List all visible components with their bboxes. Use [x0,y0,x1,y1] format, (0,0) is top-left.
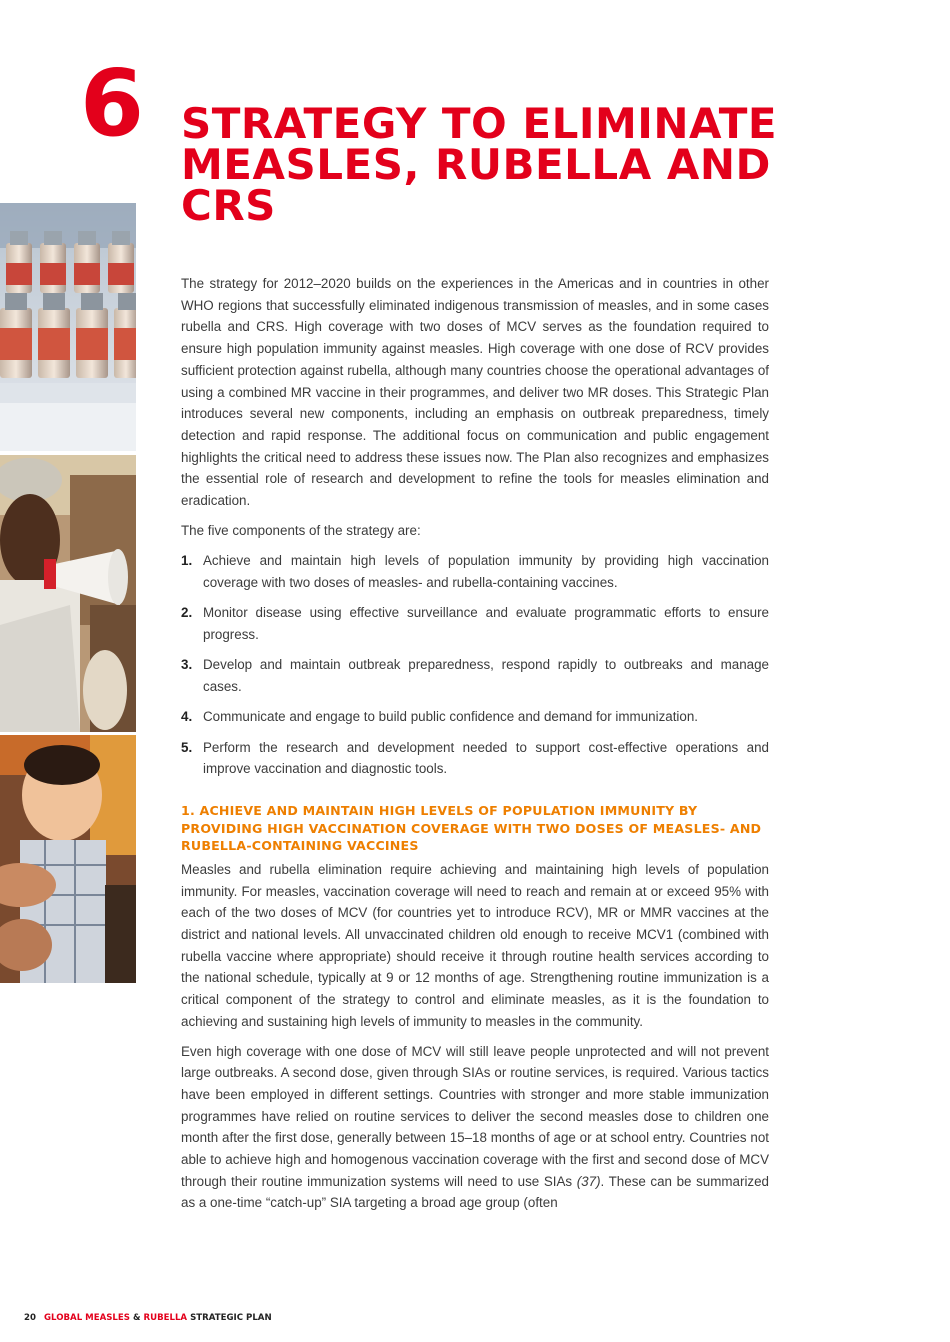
strategy-components-list [181,550,769,780]
list-item-text: Achieve and maintain high levels of population immunity by providing high vaccination coverage with two doses of measles- and rubella-containing vaccines. [203,553,769,591]
list-lead: The five components of the strategy are: [181,522,421,538]
section-heading: 1. ACHIEVE AND MAINTAIN HIGH LEVELS OF POPULATION IMMUNITY BY PROVIDING HIGH VACCINATION COVERAGE WITH TWO DOSES OF MEASLES- AND RUBELLA-CONTAINING VACCINES [181,803,762,854]
chapter-title: STRATEGY TO ELIMINATE MEASLES, RUBELLA AND CRS [181,99,778,230]
section-paragraph-1: Measles and rubella elimination require achieving and maintaining high levels of population immunity. For measles, vaccination coverage will need to reach and remain at or exceed 95% with each of the two doses of MCV (for countries yet to introduce RCV), MR or MMR vaccines at the district and national levels. All unvaccinated children old enough to receive MCV1 (combined with rubella vaccine where appropriate) should receive it through routine health services according to the national schedule, typically at 9 or 12 months of age. Strengthening routine immunization is a critical component of the strategy to control and eliminate measles, as it is the foundation to achieving and sustaining high levels of immunity to measles in the community. [181,861,769,1029]
list-item [181,550,769,593]
page-footer [24,1313,272,1323]
list-item-number: 2. [181,605,193,621]
section-paragraph-2 [181,1041,769,1215]
page-number: 20 [24,1313,36,1323]
footer-title-rubella: RUBELLA [143,1313,188,1323]
footer-ampersand: & [132,1313,141,1323]
list-item-number: 5. [181,739,193,755]
list-item-number: 3. [181,657,193,673]
intro-paragraph: The strategy for 2012–2020 builds on the experiences in the Americas and in countries in other WHO regions that successfully eliminated indigenous transmission of measles, and in some cases rubella and CRS. High coverage with two doses of MCV serves as the foundation required to ensure high population immunity against measles. High coverage with one dose of RCV provides sufficient protection against rubella, although many countries choose the operational advantages of using a combined MR vaccine in their programmes, and deliver two MR doses. This Strategic Plan introduces several new components, including an emphasis on outbreak preparedness, timely detection and rapid response. The additional focus on communication and public engagement highlights the critical need to address these issues now. The Plan also recognizes and emphasizes the essential role of research and development to refine the tools for measles elimination and eradication. [181,276,769,509]
main-text-column [181,273,769,1222]
list-item [181,654,769,697]
paragraph-text-end: . These can be summarized as a one-time “catch-up” SIA targeting a broad age group (often [181,1173,770,1211]
list-item [181,602,769,645]
paragraph-text: Even high coverage with one dose of MCV will still leave people unprotected and will not prevent large outbreaks. A second dose, given through SIAs or routine services, is required. Various tactics have been employed in different settings. Countries with stronger and more stable immunization programmes have relied on routine services to deliver the second measles dose to children one month after the first dose, generally between 15–18 months of age or at school entry. Countries not able to achieve high and homogenous vaccination coverage with the first and second dose of MCV through their routine immunization systems will need to use SIAs [181,1043,769,1189]
baby-vaccination-photo [0,735,136,983]
list-item-text: Perform the research and development needed to support cost-effective operations and improve vaccination and diagnostic tools. [203,739,769,777]
vaccine-vials-photo [0,203,136,451]
list-item-text: Communicate and engage to build public confidence and demand for immunization. [203,709,699,725]
list-item-number: 4. [181,709,193,725]
chapter-number: 6 [80,50,145,157]
list-item [181,706,769,728]
megaphone-man-photo [0,455,136,732]
footer-title-measles: GLOBAL MEASLES [43,1313,130,1323]
list-item-text: Monitor disease using effective surveillance and evaluate programmatic efforts to ensure progress. [203,605,769,643]
list-item-number: 1. [181,553,193,569]
list-item-text: Develop and maintain outbreak preparedness, respond rapidly to outbreaks and manage cases. [203,657,769,695]
list-item [181,737,769,780]
citation-reference: (37) [576,1173,601,1189]
footer-title-plan: STRATEGIC PLAN [190,1313,272,1323]
